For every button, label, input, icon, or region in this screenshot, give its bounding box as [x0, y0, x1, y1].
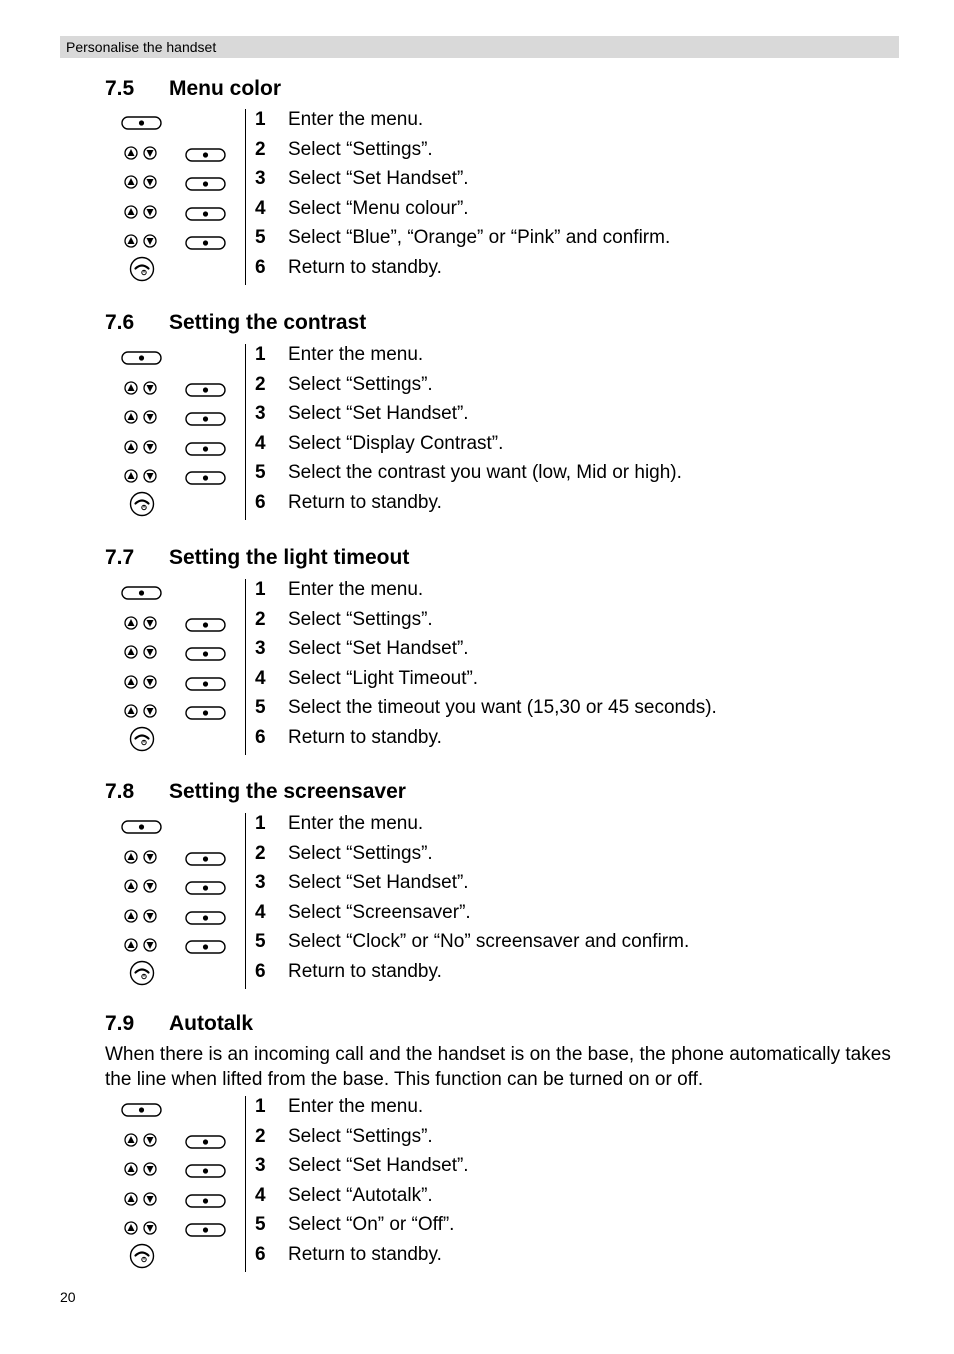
step-text: Select “Screensaver”.: [288, 901, 471, 923]
step-number: 3: [255, 168, 266, 190]
arrow-down-key-icon: [143, 1133, 157, 1147]
arrow-down-key-icon: [143, 146, 157, 160]
arrow-down-key-icon: [143, 381, 157, 395]
step-text: Enter the menu.: [288, 579, 424, 600]
arrow-down-key-icon: [143, 234, 157, 248]
step-number: 1: [255, 813, 266, 834]
step-number: 2: [255, 373, 266, 395]
ok-key-icon: [185, 442, 227, 456]
arrow-down-key-icon: [143, 704, 157, 718]
arrow-up-key-icon: [124, 410, 138, 424]
step-text: Select “Light Timeout”.: [288, 667, 479, 689]
end-call-key-icon: [129, 491, 155, 517]
section-intro: When there is an incoming call and the handset is on the base, the phone automatically takes the line when lifted from the base. This function can be turned on or off.: [105, 1044, 891, 1090]
menu-key-icon: [121, 116, 163, 130]
step-text: Select “Clock” or “No” screensaver and confirm.: [288, 931, 690, 953]
ok-key-icon: [185, 677, 227, 691]
menu-key-icon: [121, 586, 163, 600]
step-text: Select “Settings”.: [288, 138, 433, 160]
step-number: 5: [255, 931, 266, 953]
step-number: 1: [255, 344, 266, 365]
section-number: 7.5: [105, 77, 135, 100]
arrow-up-key-icon: [124, 616, 138, 630]
step-text: Select “Set Handset”.: [288, 168, 469, 190]
step-text: Select “Settings”.: [288, 1125, 433, 1147]
step-number: 4: [255, 432, 266, 454]
section-heading: [105, 546, 409, 570]
arrow-down-key-icon: [143, 440, 157, 454]
arrow-down-key-icon: [143, 938, 157, 952]
end-call-key-icon: [129, 256, 155, 282]
step-number: 5: [255, 697, 266, 719]
arrow-up-key-icon: [124, 146, 138, 160]
ok-key-icon: [185, 618, 227, 632]
step-number: 2: [255, 842, 266, 864]
step-number: 3: [255, 872, 266, 894]
step-divider: [245, 344, 246, 520]
ok-key-icon: [185, 940, 227, 954]
arrow-down-key-icon: [143, 879, 157, 893]
arrow-down-key-icon: [143, 1192, 157, 1206]
section-title: Setting the contrast: [169, 311, 367, 334]
arrow-up-key-icon: [124, 234, 138, 248]
end-call-key-icon: [129, 1243, 155, 1269]
running-header-title: Personalise the handset: [66, 39, 217, 55]
arrow-up-key-icon: [124, 205, 138, 219]
arrow-up-key-icon: [124, 1162, 138, 1176]
step-text: Enter the menu.: [288, 344, 424, 365]
end-call-key-icon: [129, 960, 155, 986]
ok-key-icon: [185, 177, 227, 191]
ok-key-icon: [185, 1194, 227, 1208]
section-heading: [105, 1012, 253, 1036]
step-text: Select “Set Handset”.: [288, 872, 469, 894]
step-number: 2: [255, 608, 266, 630]
step-text: Select “Set Handset”.: [288, 1155, 469, 1177]
step-number: 2: [255, 1125, 266, 1147]
arrow-up-key-icon: [124, 909, 138, 923]
step-number: 6: [255, 961, 266, 982]
page-number: 20: [60, 1289, 76, 1305]
ok-key-icon: [185, 148, 227, 162]
ok-key-icon: [185, 383, 227, 397]
arrow-down-key-icon: [143, 909, 157, 923]
arrow-up-key-icon: [124, 938, 138, 952]
ok-key-icon: [185, 852, 227, 866]
step-number: 2: [255, 138, 266, 160]
step-number: 4: [255, 901, 266, 923]
step-number: 1: [255, 579, 266, 600]
step-number: 3: [255, 403, 266, 425]
step-number: 6: [255, 257, 266, 278]
step-text: Return to standby.: [288, 961, 442, 982]
step-text: Select the timeout you want (15,30 or 45 seconds).: [288, 697, 717, 719]
step-text: Return to standby.: [288, 257, 442, 278]
section-number: 7.7: [105, 546, 135, 569]
step-number: 6: [255, 727, 266, 748]
menu-key-icon: [121, 351, 163, 365]
ok-key-icon: [185, 881, 227, 895]
step-text: Return to standby.: [288, 1244, 442, 1265]
step-text: Enter the menu.: [288, 813, 424, 834]
arrow-down-key-icon: [143, 175, 157, 189]
arrow-down-key-icon: [143, 410, 157, 424]
ok-key-icon: [185, 1135, 227, 1149]
section-title: Setting the screensaver: [169, 780, 406, 803]
arrow-down-key-icon: [143, 850, 157, 864]
step-divider: [245, 109, 246, 285]
ok-key-icon: [185, 1223, 227, 1237]
section-title: Menu color: [169, 77, 282, 100]
step-number: 4: [255, 197, 266, 219]
step-text: Select “Blue”, “Orange” or “Pink” and confirm.: [288, 227, 671, 249]
section-number: 7.8: [105, 780, 135, 803]
step-text: Select “Settings”.: [288, 373, 433, 395]
step-number: 5: [255, 1214, 266, 1236]
ok-key-icon: [185, 412, 227, 426]
step-number: 3: [255, 1155, 266, 1177]
step-text: Select “Settings”.: [288, 608, 433, 630]
arrow-up-key-icon: [124, 675, 138, 689]
step-number: 6: [255, 492, 266, 513]
step-text: Return to standby.: [288, 727, 442, 748]
ok-key-icon: [185, 706, 227, 720]
step-number: 5: [255, 462, 266, 484]
step-text: Select “Menu colour”.: [288, 197, 469, 219]
arrow-up-key-icon: [124, 440, 138, 454]
section-number: 7.6: [105, 311, 135, 334]
step-number: 1: [255, 109, 266, 130]
step-divider: [245, 813, 246, 989]
step-text: Select “Set Handset”.: [288, 638, 469, 660]
end-call-key-icon: [129, 726, 155, 752]
step-text: Select “Set Handset”.: [288, 403, 469, 425]
step-text: Select “Autotalk”.: [288, 1184, 433, 1206]
section-heading: [105, 77, 281, 101]
step-text: Select “Display Contrast”.: [288, 432, 504, 454]
section-title: Autotalk: [169, 1012, 253, 1035]
step-text: Select “On” or “Off”.: [288, 1214, 455, 1236]
step-text: Return to standby.: [288, 492, 442, 513]
step-divider: [245, 579, 246, 755]
arrow-up-key-icon: [124, 1221, 138, 1235]
menu-key-icon: [121, 820, 163, 834]
step-number: 3: [255, 638, 266, 660]
step-text: Select “Settings”.: [288, 842, 433, 864]
menu-key-icon: [121, 1103, 163, 1117]
arrow-down-key-icon: [143, 205, 157, 219]
arrow-down-key-icon: [143, 1162, 157, 1176]
ok-key-icon: [185, 236, 227, 250]
arrow-up-key-icon: [124, 381, 138, 395]
arrow-down-key-icon: [143, 675, 157, 689]
step-number: 1: [255, 1096, 266, 1117]
arrow-up-key-icon: [124, 1133, 138, 1147]
arrow-down-key-icon: [143, 616, 157, 630]
ok-key-icon: [185, 471, 227, 485]
arrow-up-key-icon: [124, 879, 138, 893]
step-number: 5: [255, 227, 266, 249]
arrow-up-key-icon: [124, 469, 138, 483]
step-divider: [245, 1096, 246, 1272]
arrow-down-key-icon: [143, 645, 157, 659]
arrow-up-key-icon: [124, 704, 138, 718]
ok-key-icon: [185, 647, 227, 661]
ok-key-icon: [185, 207, 227, 221]
arrow-up-key-icon: [124, 1192, 138, 1206]
arrow-up-key-icon: [124, 645, 138, 659]
arrow-down-key-icon: [143, 1221, 157, 1235]
step-text: Enter the menu.: [288, 109, 424, 130]
section-title: Setting the light timeout: [169, 546, 410, 569]
step-text: Select the contrast you want (low, Mid or high).: [288, 462, 682, 484]
section-heading: [105, 780, 406, 804]
section-number: 7.9: [105, 1012, 135, 1035]
ok-key-icon: [185, 1164, 227, 1178]
arrow-up-key-icon: [124, 850, 138, 864]
ok-key-icon: [185, 911, 227, 925]
step-number: 6: [255, 1244, 266, 1265]
step-text: Enter the menu.: [288, 1096, 424, 1117]
section-heading: [105, 311, 366, 335]
arrow-down-key-icon: [143, 469, 157, 483]
step-number: 4: [255, 667, 266, 689]
arrow-up-key-icon: [124, 175, 138, 189]
step-number: 4: [255, 1184, 266, 1206]
